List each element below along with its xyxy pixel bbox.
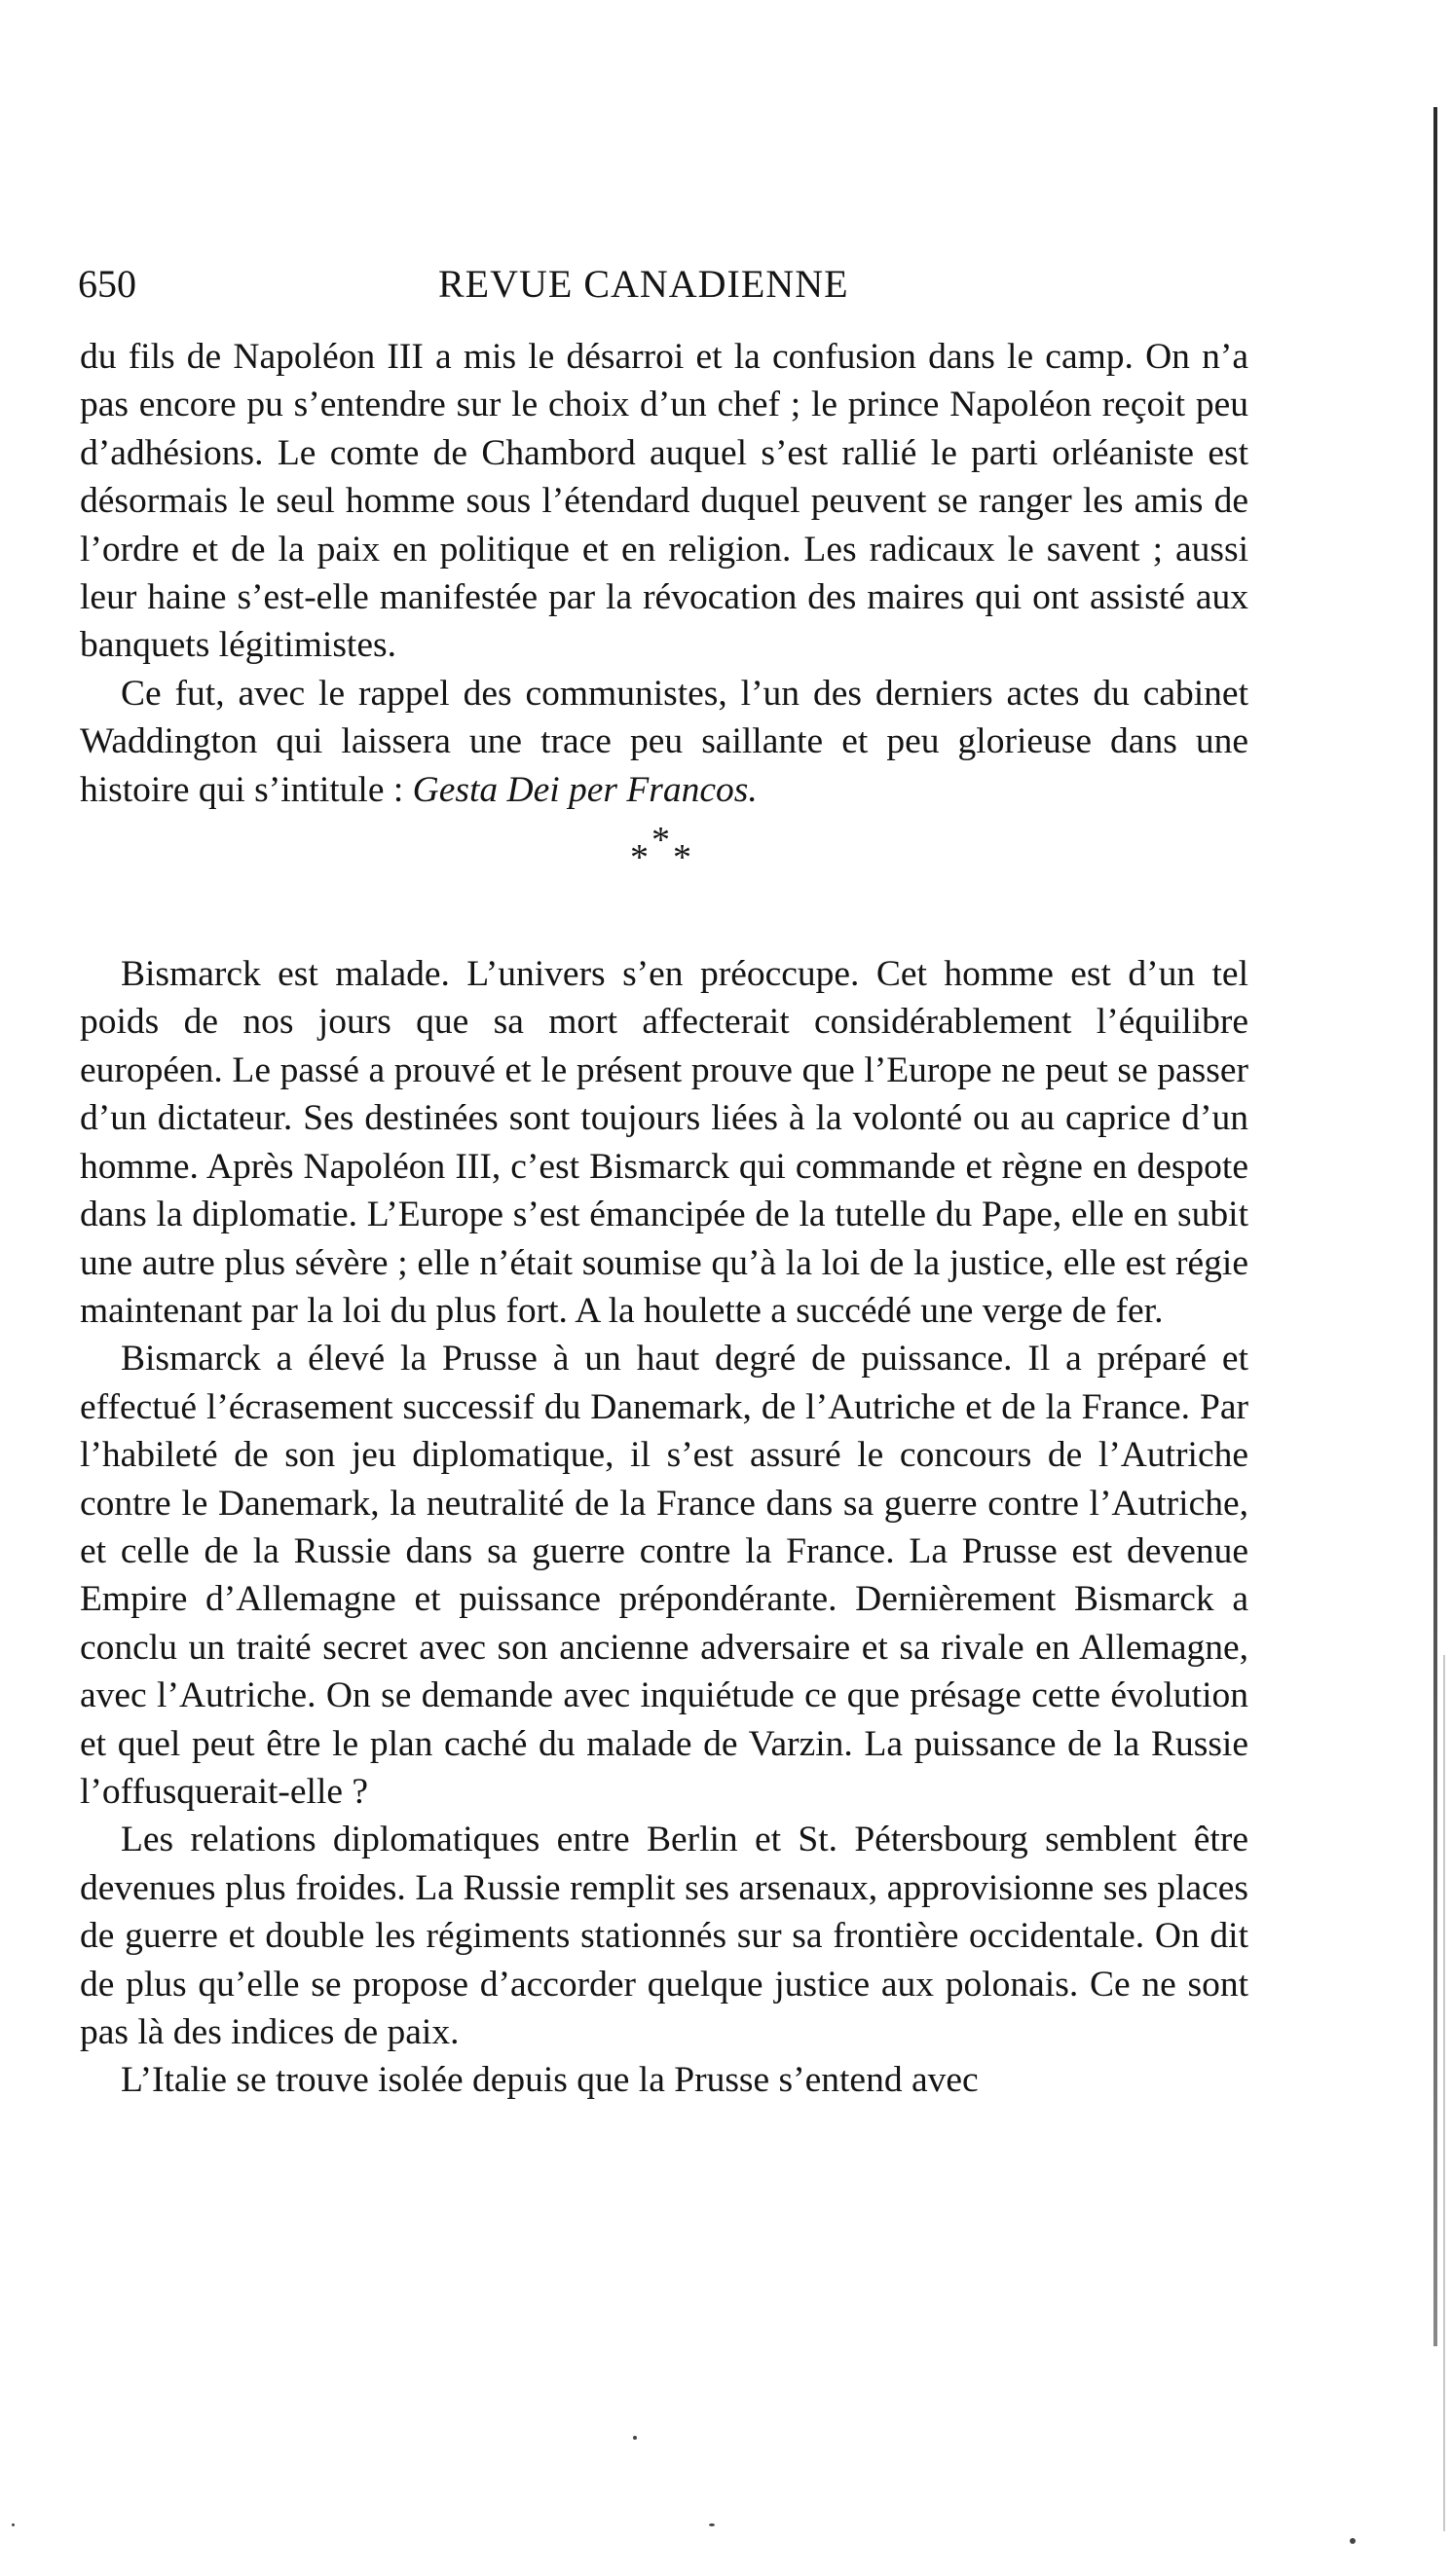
paragraph-italie: L’Italie se trouve isolée depuis que la Prusse s’entend avec [121,2060,979,2101]
running-title: REVUE CANADIENNE [438,262,849,306]
page-edge-faint-line [1443,1655,1445,2531]
paragraph-bismarck-malade: Bismarck est malade. L’univers s’en préoccupe. Cet homme est d’un tel poids de nos jours que sa mort affecterait considérablement l’équilibre européen. Le passé a prouvé et le présent prouve que l’Europe ne peut se passer d’un dictateur. Ses destinées sont toujours liées à la volonté ou au caprice d’un homme. Après Napoléon III, c’est Bismarck qui commande et règne en despote dans la diplomatie. L’Europe s’est émancipée de la tutelle du Pape, elle en subit une autre plus sévère ; elle n’était soumise qu’à la loi de la justice, elle est régie maintenant par la loi du plus fort. A la houlette a succédé une verge de fer. [80,954,1248,1331]
print-speck [1350,2538,1356,2544]
page-edge-shadow [1433,107,1437,2346]
latin-title: Gesta Dei per Francos. [412,769,758,810]
article-body [80,333,1248,2105]
page-header [78,261,1246,310]
print-speck [709,2523,715,2526]
page-number: 650 [78,262,136,306]
paragraph-continuation: du fils de Napoléon III a mis le désarroi et la confusion dans le camp. On n’a pas encore pu s’entendre sur le choix d’un chef ; le prince Napoléon reçoit peu d’adhésions. Le comte de Chambord auquel s’est rallié le parti orléaniste est désormais le seul homme sous l’étendard duquel peuvent se ranger les amis de l’ordre et de la paix en politique et en religion. Les radicaux le savent ; aussi leur haine s’est-elle manifestée par la révocation des maires qui ont assisté aux banquets légitimistes. [80,337,1248,666]
section-separator [80,814,1248,950]
asterism-star: * [651,820,670,862]
paragraph-relations: Les relations diplomatiques entre Berlin et St. Pétersbourg semblent être devenues plus froides. La Russie remplit ses arsenaux, approvisionne ses places de guerre et double les régiments stationnés sur sa frontière occidentale. On dit de plus qu’elle se propose d’accorder quelque justice aux polonais. Ce ne sont pas là des indices de paix. [80,1820,1248,2052]
paragraph-waddington-text: Ce fut, avec le rappel des communistes, l’un des derniers actes du cabinet Waddington qui laissera une trace peu saillante et peu glorieuse dans une histoire qui s’intitule : [80,673,1248,810]
paragraph-waddington [80,670,1248,814]
asterism-star: * [673,837,691,879]
paragraph-prusse: Bismarck a élevé la Prusse à un haut degré de puissance. Il a préparé et effectué l’écrasement successif du Danemark, de l’Autriche et de la France. Par l’habileté de son jeu diplomatique, il s’est assuré le concours de l’Autriche contre le Danemark, la neutralité de la France dans sa guerre contre l’Autriche, et celle de la Russie dans sa guerre contre la France. La Prusse est devenue Empire d’Allemagne et puissance prépondérante. Dernièrement Bismarck a conclu un traité secret avec son ancienne adversaire et sa rivale en Allemagne, avec l’Autriche. On se demande avec inquiétude ce que présage cette évolution et quel peut être le plan caché du malade de Varzin. La puissance de la Russie l’offusquerait-elle ? [80,1339,1248,1812]
asterism-star: * [630,837,649,879]
print-speck [633,2436,637,2440]
print-speck [12,2523,15,2526]
